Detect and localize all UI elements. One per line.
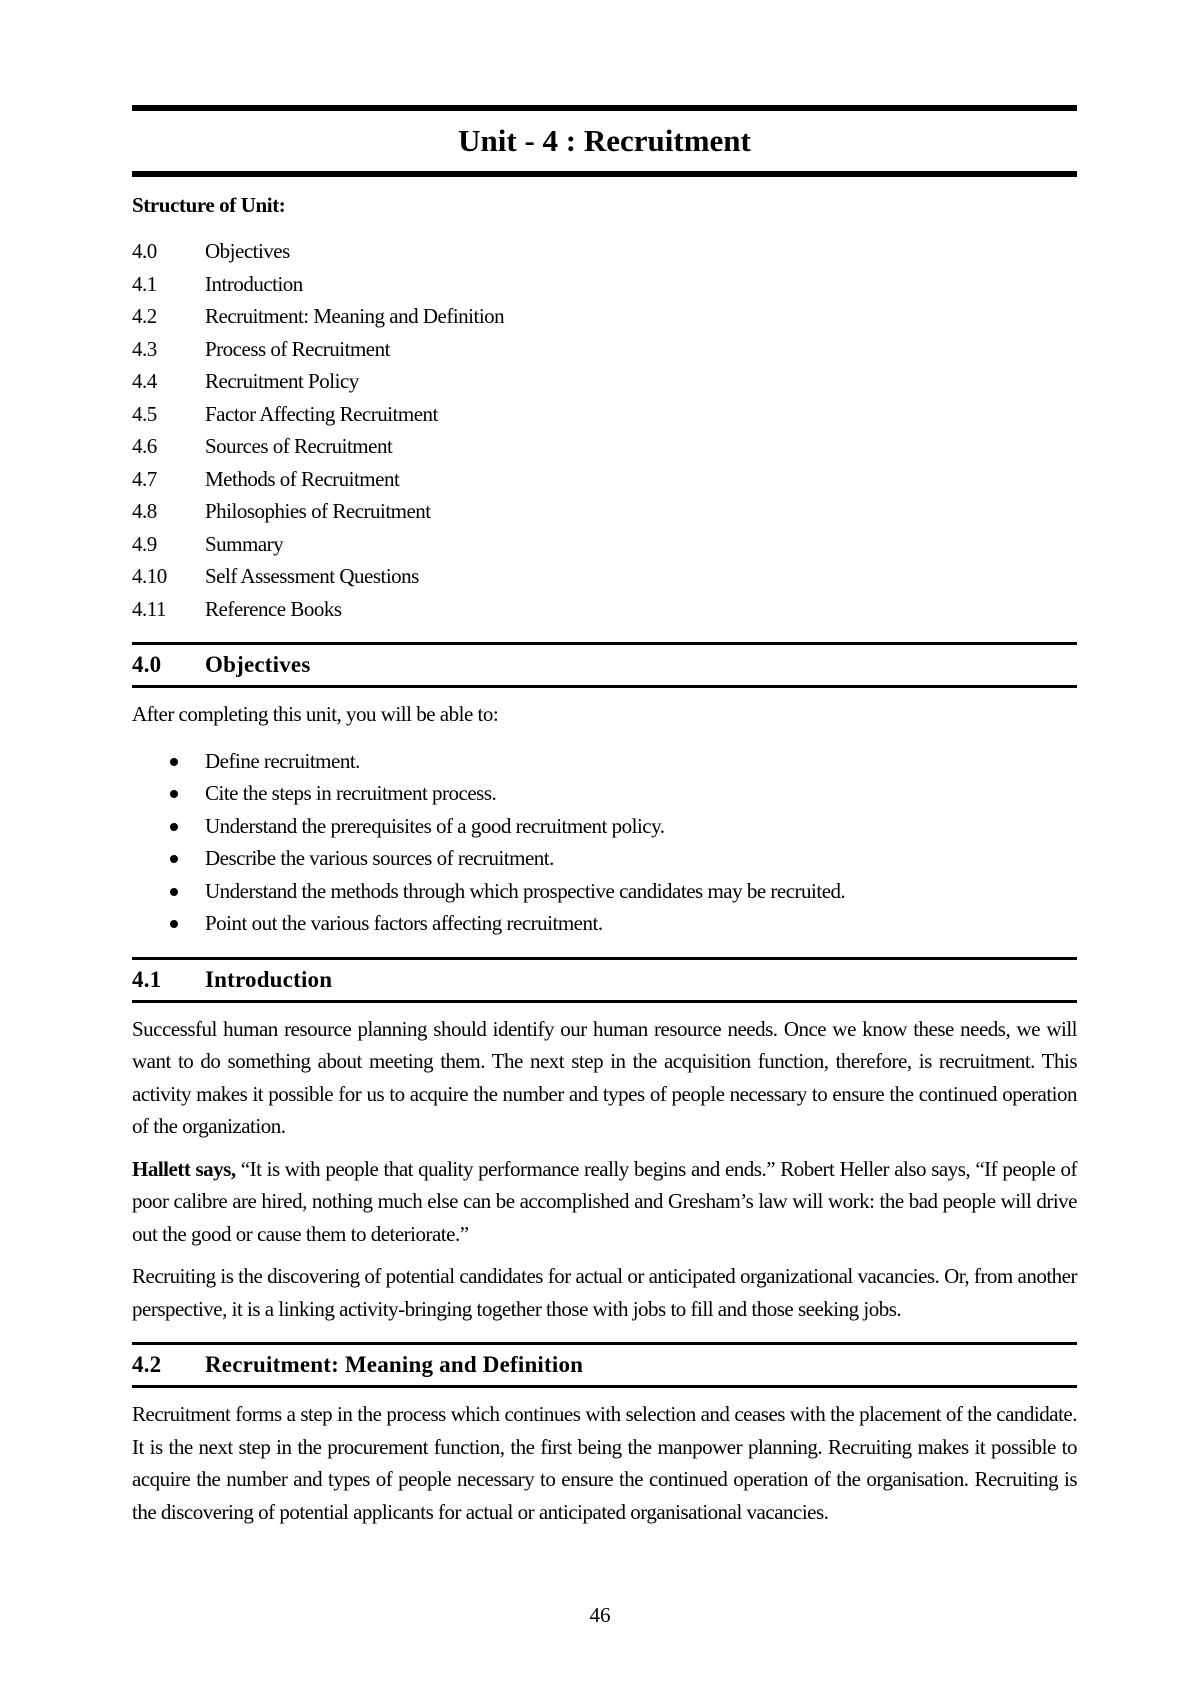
structure-label: Structure of Unit: bbox=[132, 193, 286, 217]
bullet-icon bbox=[132, 875, 205, 908]
structure-item-label: Recruitment: Meaning and Definition bbox=[205, 304, 505, 328]
quote-text: “It is with people that quality performance really begins and ends.” Robert Heller also says, “If people of poor calibre are hired, nothing much else can be accomplished and Gresham’s law will work: the bad people will drive out the good or cause them to deteriorate.” bbox=[132, 1156, 1077, 1246]
structure-item bbox=[132, 495, 1077, 528]
bullet-icon bbox=[132, 842, 205, 875]
structure-item-number: 4.5 bbox=[132, 401, 157, 426]
document-page bbox=[132, 105, 1077, 1528]
structure-item bbox=[132, 333, 1077, 366]
structure-item-label: Methods of Recruitment bbox=[205, 466, 400, 491]
structure-item-label: Self Assessment Questions bbox=[205, 564, 419, 588]
structure-item-label: Reference Books bbox=[205, 596, 342, 621]
section-number: 4.0 bbox=[132, 652, 162, 677]
section-title: Objectives bbox=[205, 652, 311, 677]
objective-text: Define recruitment. bbox=[205, 748, 360, 773]
structure-item-number: 4.8 bbox=[132, 499, 157, 523]
objective-item bbox=[132, 875, 1077, 908]
structure-item-number: 4.11 bbox=[132, 596, 166, 621]
structure-item-label: Process of Recruitment bbox=[205, 336, 390, 361]
quote-paragraph bbox=[132, 1153, 1077, 1251]
objective-text: Understand the methods through which prospective candidates may be recruited. bbox=[205, 878, 846, 903]
objective-text: Point out the various factors affecting recruitment. bbox=[205, 911, 603, 935]
structure-item bbox=[132, 365, 1077, 398]
structure-item-number: 4.2 bbox=[132, 304, 157, 328]
structure-item-number: 4.7 bbox=[132, 466, 157, 491]
structure-item-number: 4.0 bbox=[132, 239, 157, 263]
structure-item-number: 4.1 bbox=[132, 271, 157, 296]
meaning-paragraph: Recruitment forms a step in the process which continues with selection and ceases with the placement of the candidate. It is the next step in the procurement function, the first being the manpower planning. Recruiting makes it possible to acquire the number and types of people necessary to ensure the continued operation of the organisation. Recruiting is the discovering of potential applicants for actual or anticipated organisational vacancies. bbox=[132, 1402, 1077, 1524]
section-heading-meaning bbox=[132, 1342, 1077, 1388]
page-number: 46 bbox=[589, 1603, 611, 1627]
objectives-list bbox=[132, 745, 1077, 940]
structure-item-label: Philosophies of Recruitment bbox=[205, 499, 431, 523]
section-title: Introduction bbox=[205, 966, 333, 992]
structure-item bbox=[132, 268, 1077, 301]
structure-item-label: Summary bbox=[205, 531, 284, 556]
structure-item-number: 4.10 bbox=[132, 564, 167, 588]
section-title: Recruitment: Meaning and Definition bbox=[205, 1352, 584, 1377]
objective-text: Describe the various sources of recruitment. bbox=[205, 846, 554, 870]
bullet-icon bbox=[132, 745, 205, 778]
structure-list bbox=[132, 235, 1077, 625]
objective-text: Cite the steps in recruitment process. bbox=[205, 781, 497, 805]
structure-item bbox=[132, 398, 1077, 431]
structure-item-label: Introduction bbox=[205, 271, 303, 296]
section-heading-introduction bbox=[132, 957, 1077, 1003]
bullet-icon bbox=[132, 777, 205, 810]
structure-item bbox=[132, 300, 1077, 333]
objective-item bbox=[132, 842, 1077, 875]
structure-item-label: Sources of Recruitment bbox=[205, 434, 393, 458]
structure-item-number: 4.3 bbox=[132, 336, 157, 361]
structure-item-label: Objectives bbox=[205, 239, 290, 263]
structure-item bbox=[132, 593, 1077, 626]
objective-item bbox=[132, 810, 1077, 843]
structure-item bbox=[132, 560, 1077, 593]
objectives-intro: After completing this unit, you will be able to: bbox=[132, 702, 499, 726]
structure-item bbox=[132, 463, 1077, 496]
structure-item-number: 4.4 bbox=[132, 369, 157, 393]
section-number: 4.1 bbox=[132, 966, 162, 992]
structure-item bbox=[132, 528, 1077, 561]
bullet-icon bbox=[132, 907, 205, 940]
quote-author: Hallett says, bbox=[132, 1156, 236, 1181]
objective-text: Understand the prerequisites of a good recruitment policy. bbox=[205, 813, 665, 838]
bullet-icon bbox=[132, 810, 205, 843]
recruiting-paragraph: Recruiting is the discovering of potential candidates for actual or anticipated organizational vacancies. Or, from another perspective, it is a linking activity-bringing together those with jobs to fill and those seeking jobs. bbox=[132, 1264, 1077, 1321]
structure-item-label: Factor Affecting Recruitment bbox=[205, 401, 438, 426]
objective-item bbox=[132, 777, 1077, 810]
objective-item bbox=[132, 907, 1077, 940]
title-rule bbox=[132, 171, 1077, 177]
objective-item bbox=[132, 745, 1077, 778]
unit-title: Unit - 4 : Recruitment bbox=[458, 123, 751, 158]
structure-item-number: 4.6 bbox=[132, 434, 157, 458]
structure-item-label: Recruitment Policy bbox=[205, 369, 359, 393]
structure-item bbox=[132, 235, 1077, 268]
section-number: 4.2 bbox=[132, 1352, 162, 1377]
section-heading-objectives bbox=[132, 642, 1077, 688]
structure-item-number: 4.9 bbox=[132, 531, 157, 556]
structure-item bbox=[132, 430, 1077, 463]
introduction-paragraph: Successful human resource planning should identify our human resource needs. Once we know these needs, we will want to do something about meeting them. The next step in the acquisition function, therefore, is recruitment. This activity makes it possible for us to acquire the number and types of people necessary to ensure the continued operation of the organization. bbox=[132, 1016, 1077, 1138]
